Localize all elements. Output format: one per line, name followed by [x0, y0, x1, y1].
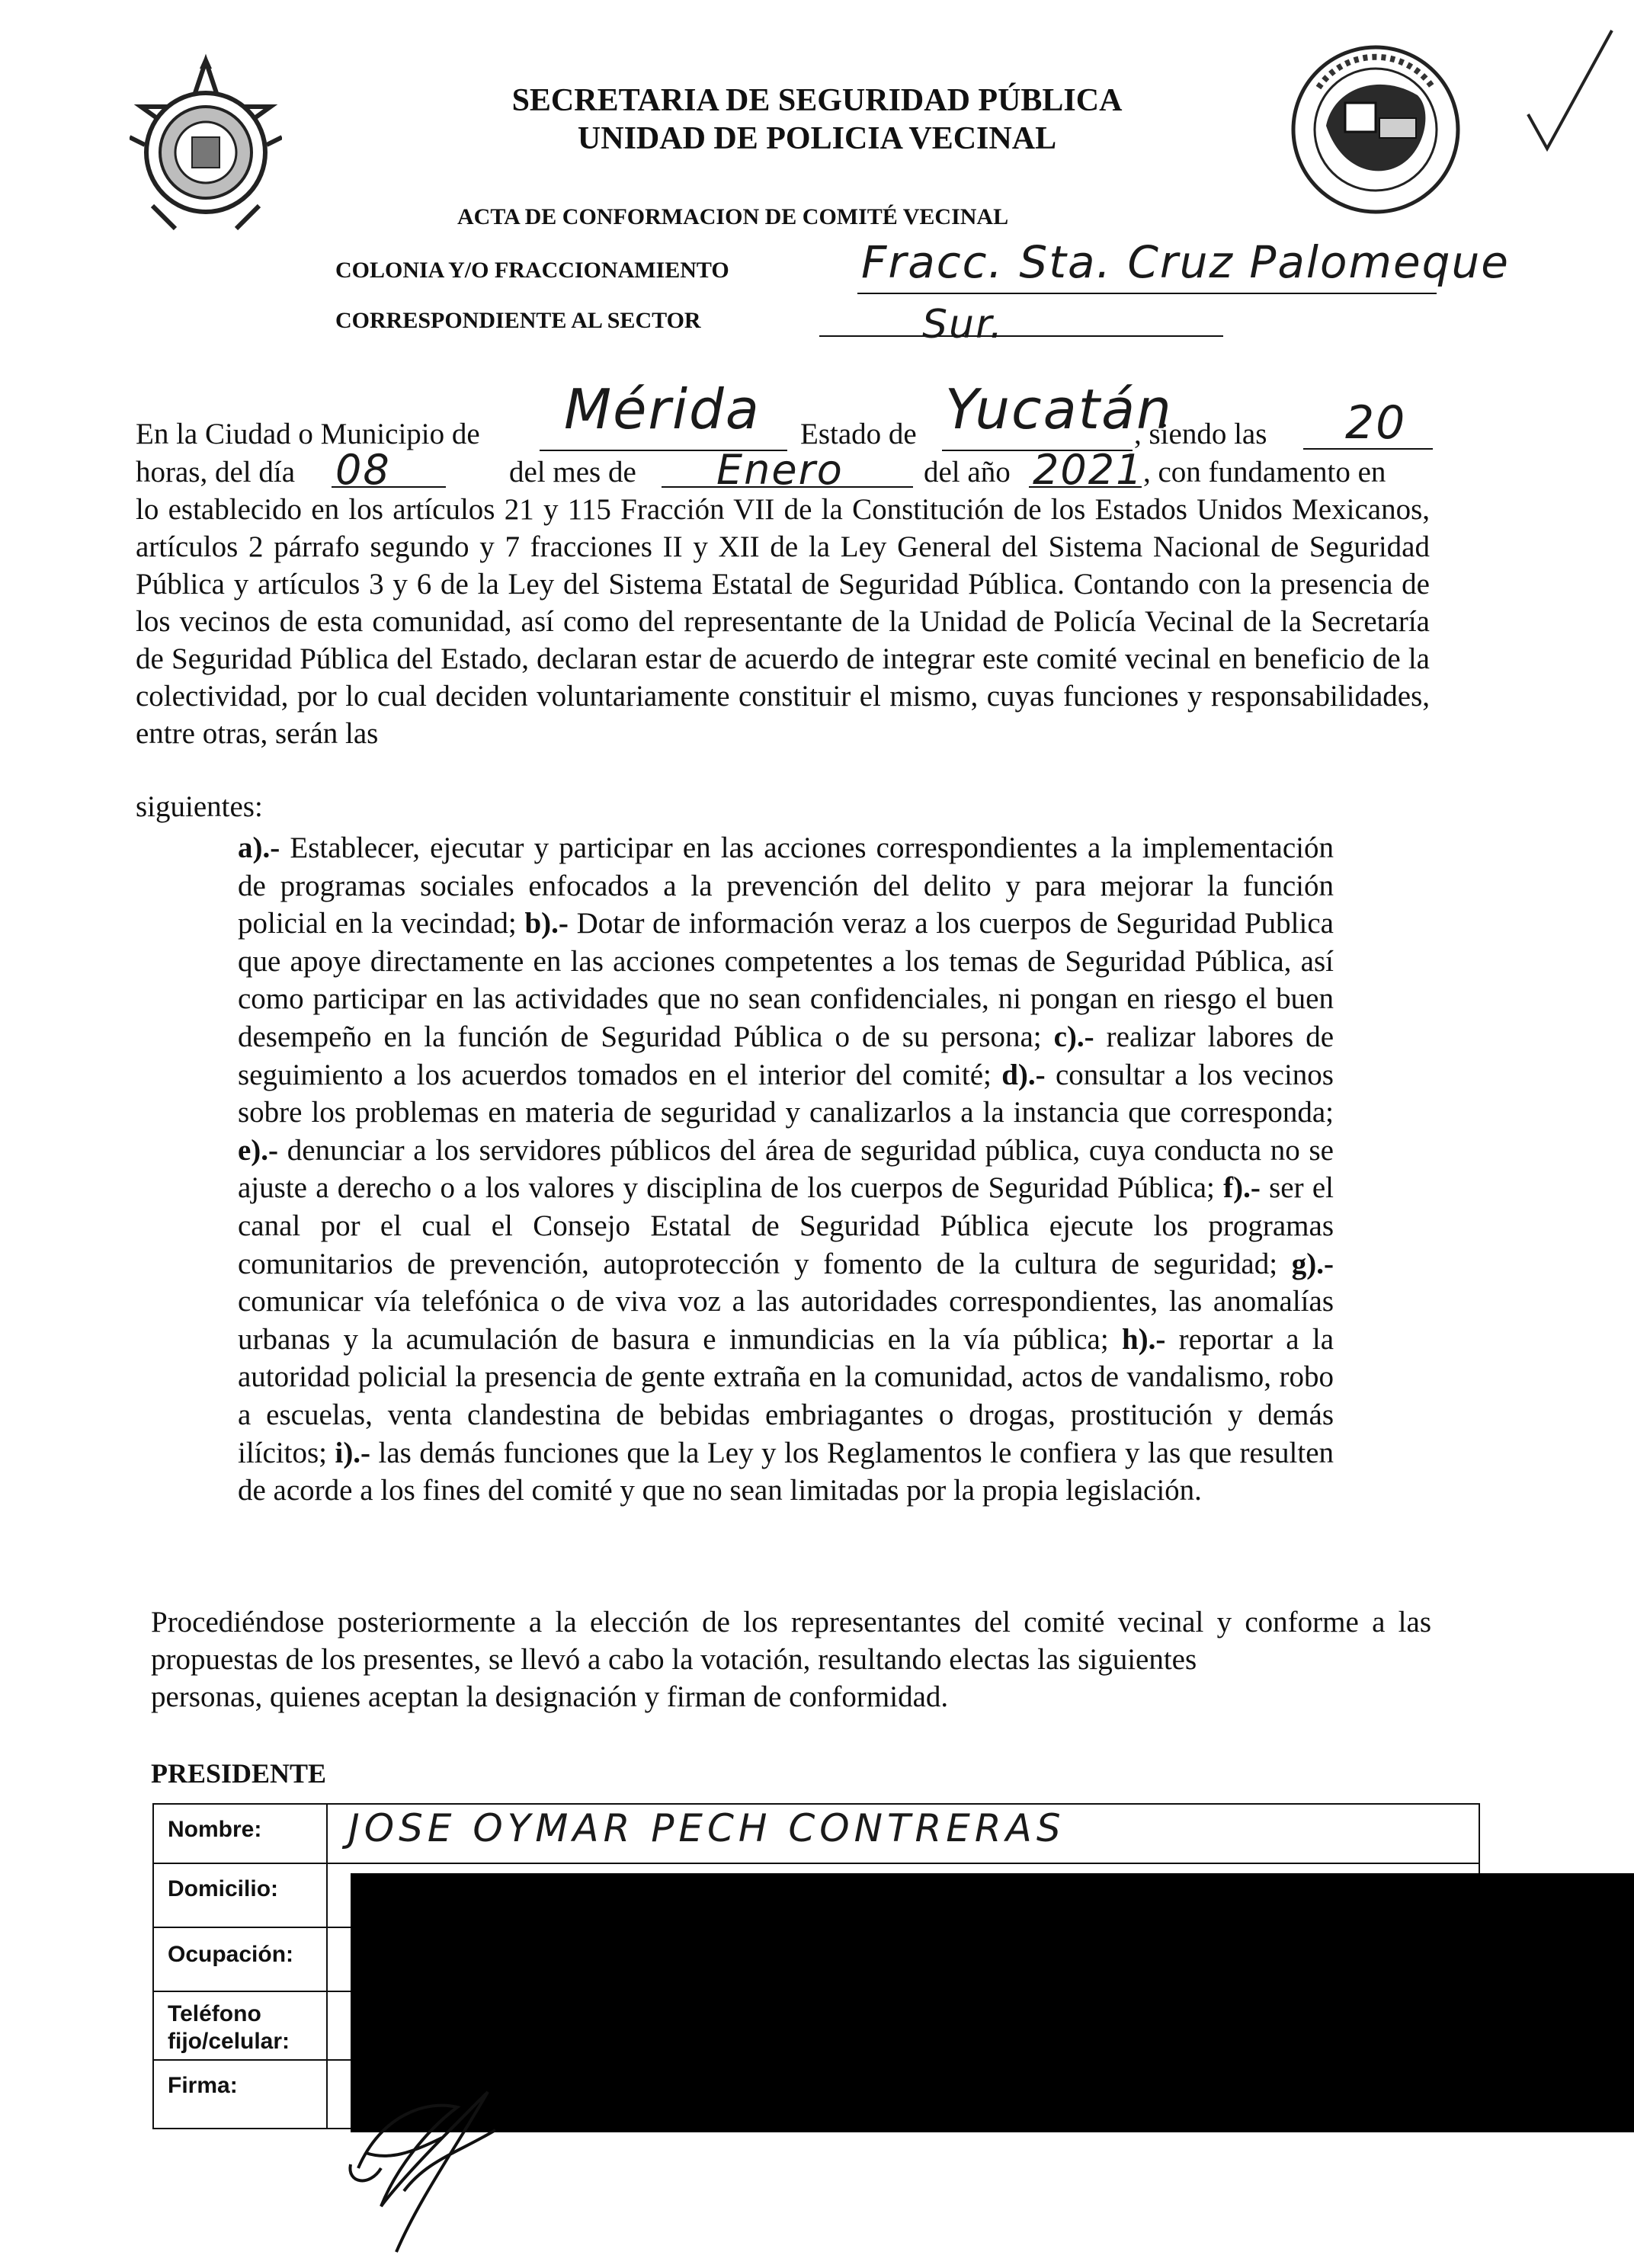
- acta-title: ACTA DE CONFORMACION DE COMITÉ VECINAL: [457, 204, 1009, 229]
- table-row-nombre: [154, 1805, 1479, 1864]
- ocupacion-label: Ocupación:: [168, 1942, 294, 1967]
- function-c-text: realizar labores de seguimiento a los acuerdos tomados en el interior del comité;: [238, 1020, 1334, 1091]
- firma-label: Firma:: [168, 2073, 238, 2098]
- function-f-mark: f).-: [1223, 1171, 1261, 1205]
- functions-list: [238, 829, 1334, 1510]
- intro-text-6: del año: [924, 456, 1011, 489]
- header-title-line1: SECRETARIA DE SEGURIDAD PÚBLICA: [511, 83, 1123, 118]
- function-a-mark: a).-: [238, 831, 280, 864]
- sector-value: Sur.: [922, 302, 1004, 348]
- telefono-label-line1: Teléfono: [168, 2001, 261, 2026]
- election-body: Procediéndose posteriormente a la elección de los representantes del comité vecinal y conforme a las propuestas de los presentes, se llevó a cabo la votación, resultando electas las siguientes: [151, 1606, 1431, 1676]
- intro-last-line: siguientes:: [136, 790, 263, 823]
- function-c-mark: c).-: [1053, 1020, 1094, 1053]
- colonia-label: COLONIA Y/O FRACCIONAMIENTO: [335, 258, 729, 283]
- mes-value: Enero: [716, 446, 844, 494]
- intro-text-5: del mes de: [509, 456, 636, 489]
- intro-text-1: En la Ciudad o Municipio de: [136, 418, 480, 450]
- function-g-mark: g).-: [1291, 1247, 1334, 1280]
- intro-text-3: , siendo las: [1134, 418, 1267, 450]
- hora-value: 20: [1345, 396, 1407, 450]
- sector-label: CORRESPONDIENTE AL SECTOR: [335, 308, 701, 333]
- colonia-line: [857, 293, 1437, 294]
- estado-value: Yucatán: [945, 377, 1173, 441]
- intro-text-4: horas, del día: [136, 456, 296, 489]
- redaction-block: [351, 1873, 1634, 2132]
- domicilio-label: Domicilio:: [168, 1876, 279, 1901]
- function-d-text: consultar a los vecinos sobre los problemas en materia de seguridad y canalizarlos a la instancia que corresponda;: [238, 1058, 1334, 1129]
- function-h-text: reportar a la autoridad policial la presencia de gente extraña en la comunidad, actos de vandalismo, robo a escuelas, venta clandestina de bebidas embriagantes o drogas, prostitución y demás ilícitos;: [238, 1322, 1334, 1469]
- function-h-mark: h).-: [1121, 1322, 1166, 1356]
- function-i-mark: i).-: [335, 1436, 371, 1469]
- nombre-value: JOSE OYMAR PECH CONTRERAS: [348, 1806, 1065, 1850]
- nombre-label: Nombre:: [168, 1817, 262, 1842]
- municipio-value: Mérida: [564, 377, 761, 441]
- colonia-value: Fracc. Sta. Cruz Palomeque: [861, 236, 1510, 288]
- intro-text-7: , con fundamento en: [1143, 456, 1386, 489]
- function-b-mark: b).-: [524, 907, 569, 940]
- intro-text-2: Estado de: [800, 418, 917, 450]
- function-e-mark: e).-: [238, 1133, 279, 1167]
- function-i-text: las demás funciones que la Ley y los Reglamentos le confiera y las que resulten de acorde a los fines del comité y que no sean limitadas por la propia legislación.: [238, 1436, 1334, 1507]
- president-heading: PRESIDENTE: [151, 1758, 327, 1789]
- signature-icon: [335, 2084, 518, 2260]
- function-d-mark: d).-: [1001, 1058, 1046, 1091]
- election-last-line: personas, quienes aceptan la designación y firman de conformidad.: [151, 1680, 949, 1713]
- function-b-text: Dotar de información veraz a los cuerpos de Seguridad Publica que apoye directamente en las acciones competentes a los temas de Seguridad Pública, así como participar en las actividades que no sean confidenciales, ni pongan en riesgo el buen desempeño en la función de Seguridad Pública o de su persona;: [238, 907, 1334, 1053]
- header-title-line2: UNIDAD DE POLICIA VECINAL: [577, 121, 1057, 156]
- function-g-text: comunicar vía telefónica o de viva voz a las autoridades correspondientes, las anomalías urbanas y la acumulación de basura e inmundicias en la vía pública;: [238, 1285, 1334, 1356]
- telefono-label-line2: fijo/celular:: [168, 2029, 290, 2054]
- dia-value: 08: [335, 446, 391, 494]
- function-f-text: ser el canal por el cual el Consejo Estatal de Seguridad Pública ejecute los programas comunitarios de prevención, autoprotección y fomento de la cultura de seguridad;: [238, 1171, 1334, 1280]
- function-e-text: denunciar a los servidores públicos del área de seguridad pública, cuya conducta no se ajuste a derecho o a los valores y disciplina de los cuerpos de Seguridad Pública;: [238, 1133, 1334, 1205]
- function-a-text: Establecer, ejecutar y participar en las acciones correspondientes a la implementación de programas sociales enfocados a la prevención del delito y para mejorar la función policial en la vecindad;: [238, 831, 1334, 940]
- anio-value: 2021: [1033, 446, 1144, 494]
- sector-line: [819, 335, 1223, 337]
- intro-body: lo establecido en los artículos 21 y 115 Fracción VII de la Constitución de los Estados Unidos Mexicanos, artículos 2 párrafo segundo y 7 fracciones II y XII de la Ley General del Sistema Nacional de Seguridad Pública y artículos 3 y 6 de la Ley del Sistema Estatal de Seguridad Pública. Contando con la presencia de los vecinos de esta comunidad, así como del representante de la Unidad de Policía Vecinal de la Secretaría de Seguridad Pública del Estado, declaran estar de acuerdo de integrar este comité vecinal en beneficio de la colectividad, por lo cual deciden voluntariamente constituir el mismo, cuyas funciones y responsabilidades, entre otras, serán las: [136, 493, 1430, 750]
